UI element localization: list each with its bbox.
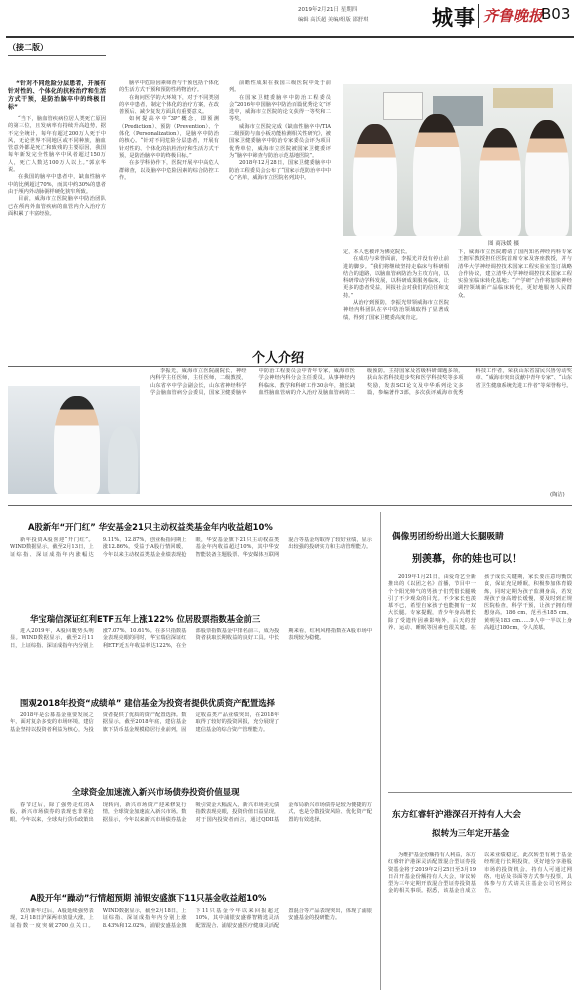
continued-rule	[8, 55, 106, 56]
profile-bottom-rule	[8, 505, 572, 506]
profile-rule	[8, 366, 572, 367]
finance-title-5: A股开年“躁动”行情超预期 浦银安盛旗下11只基金收益超10%	[30, 893, 267, 903]
doctor-figure	[353, 124, 397, 236]
lead-paragraph: 威海市立医院完成《缺血性脑卒中/TIA二级预防与血小板功能检测相关性研究》，被国家卫健委脑卒中防治专家委员会评为项目优秀单位，威海市立医院被国家卫健委评为“脑卒中筛查与防治示范基地医院”。	[229, 123, 331, 159]
news-paragraph: 2019年1月21日，由爱奇艺全新推出的《以团之名》首播，节目中一个个阳光帅气的男孩子们凭借长腿吸引了不少观众的目光。不少家长也羡慕不已，希望自家孩子也能拥有一双大长腿。专家提醒，青少年身高增长除了受遗传因素影响外，后天的营养、运动、睡眠等因素也很关键。在孩子成长关键期，家长要注意均衡饮食，保证充足睡眠，积极参加体育锻炼，同时定期为孩子监测身高，若发现孩子身高增长缓慢，要及时到正规医院检查，科学干预，让孩子拥有理想身高。186 cm、范丞丞185 cm、黄明昊183 cm……9人中一半以上身高超过180cm，令人羡慕。	[388, 574, 572, 632]
lead-subhead: “针对不同危险分层患者，开展有针对性的、个体化的抗栓治疗和生活方式干预，是防治脑卒中的终极目标”	[8, 80, 106, 111]
news-rule	[388, 792, 572, 793]
finance-text-3	[10, 712, 372, 772]
lead-paragraph: 在成功与荣誉面前，李振光并没有停止前进的脚步。“我们将继续坚持走临床与科研相结合的道路，以脑血管病防治为主攻方向，以科研带动学科发展，以科研成果服务临床，让更多的患者受益，回报社会对我们的信任和支持。”	[343, 256, 449, 299]
header-rule	[6, 36, 574, 38]
lead-col-4	[343, 249, 449, 342]
photo-caption: 图 商泳媛 摄	[488, 241, 519, 247]
finance-text-1	[10, 537, 372, 597]
profile-text	[150, 368, 572, 496]
finance-title-4: 全球资金加速流入新兴市场债券投资价值显现	[72, 787, 240, 797]
doctor-figure	[413, 114, 461, 236]
finance-text-2	[10, 628, 372, 683]
profile-byline: (陶洁)	[550, 492, 565, 498]
lead-col-5	[458, 249, 572, 342]
finance-title-1: A股新年“开门红” 华安基金21只主动权益类基金年内收益超10%	[28, 522, 273, 532]
lead-col-1	[8, 80, 106, 328]
lead-paragraph: 在我国的脑卒中患者中，缺血性脑卒中的比例超过70%，而其中约30%的患者由于颅内外动脉粥样硬化狭窄所致。	[8, 174, 106, 195]
lead-paragraph: 在询问医学的大环境下，对于不同类别的卒中患者，制定个体化的治疗方案，在改善预后、减少复发方面具有重要意义。	[119, 94, 219, 116]
portrait-figure	[54, 396, 100, 494]
lead-paragraph: 在多学科协作下，医院开展卒中高危人群筛查，以及脑卒中危险因素的综合防控工作。	[119, 160, 219, 181]
profile-photo	[8, 386, 140, 494]
news-paragraph: 为维护基金份额持有人利益，东方红睿轩沪港深灵活配置混合型证券投资基金将于2019年2月25日至3月19日召开基金份额持有人大会，审议转型为三年定期开放混合型证券投资基金的相关事项。据悉，该基金自成立以来业绩稳定，此次转型有利于基金经理进行长期投资，更好地分享港股市场的投资机会。持有人可通过网络、电话及书面等方式参与投票，具体参与方式请关注基金公司官网公告。	[388, 852, 572, 895]
finance-paragraph: 2018年是公募基金重要发展之年，面对复杂多变的市场环境，建信基金坚持以投资者利益为核心，为投资者提供了优质的资产配置选择。数据显示，截至2018年底，建信基金旗下货币基金规模稳居行业前列，固定收益类产品业绩突出，在2018年取得了较好的投资回报，充分展现了建信基金的综合资产管理能力。	[10, 712, 280, 733]
lead-paragraph: 脑卒中危险因素筛查与干预包括个体化的生活方式干预和预防性药物治疗。	[119, 80, 219, 94]
lead-paragraph: 目前，威海市立医院脑卒中防治团队已在颅内外血管疾病的血管内介入治疗方面积累了丰富经验。	[8, 196, 106, 217]
news-title-1b: 别羡慕，你的娃也可以！	[412, 554, 522, 565]
profile-paragraph: 李振光，威海市立医院副院长，神经内科学主任医师，主任医师，二级教授，山东省卒中学会副会长，山东省神经科学学会脑血管病分会委员，国家卫健委脑卒中防治工程委员会中青年专家，威海市医学会神经内科分会主任委员。从事神经内科临床、教学和科研工作30余年，擅长缺血性脑血管病的介入治疗及脑血管病的二级预防。主持国家及省级科研课题多项，获山东省科技进步奖和医学科技奖等多项奖励，发表SCI论文及中华系列论文多篇，参编著作3部，多次获评威海市优秀科技工作者，荣获山东省富民兴鲁劳动奖章、“威海市突出贡献中青年专家”、“山东省卫生健康系统先进工作者”等荣誉称号。	[150, 368, 572, 396]
doctor-figure	[525, 120, 569, 236]
lead-paragraph: 2018年12月28日，国家卫健委脑卒中防治工程委员会公布了“国家示范防治卒中中心”名单，威海市立医院名列其中。	[229, 160, 331, 181]
news-title-2a: 东方红睿轩沪港深召开持有人大会	[392, 810, 521, 820]
masthead	[0, 0, 580, 36]
finance-title-2: 华宝瑞信深证红利ETF五年上涨122% 位居股票指数基金前三	[30, 614, 261, 624]
finance-paragraph: 新年投资A股喜迎“开门红”。WIND数据显示，截至2月13日，上证综指、深证成指年内涨幅达9.11%、12.87%，创业板指同期上涨12.86%。受益于A股行情回暖，今年以来主动权益类基金业绩表现抢眼，华安基金旗下21只主动权益类基金年内收益超过10%，其中华安智能装备主题股票、华安媒体互联网混合等基金均取得了较好业绩，显示出较强的投研实力和主动管理能力。	[10, 537, 372, 558]
lead-paragraph: 在国家卫健委脑卒中防治工程委员会“2016年中国脑卒中防治百篇优秀论文”评选中，威海市立医院的论文获得一等奖和二等奖。	[229, 94, 331, 123]
section-name: 城事	[432, 6, 476, 30]
lead-col-3	[229, 80, 331, 328]
finance-paragraph: 进入2019年，A股回暖势头明显。WIND数据显示，截至2月11日，上证综指、深证成指年内分别上涨7.07%、10.61%。在多只指数基金表现亮眼的同时，华宝瑞信深证红利ETF近五年收益率达122%，在全部股票指数基金中排名前三，成为投资者获取长期收益的良好工具。中长期来看，红利风格指数在A股市场中表现较为稳健。	[10, 628, 372, 649]
finance-text-5	[10, 908, 372, 990]
lead-col-2	[119, 80, 219, 328]
news-text-1	[388, 574, 572, 784]
lead-paragraph: “当下，脑血管疾病位居人类死亡原因的第三位，且发病率有持续升高趋势，据不完全统计，每年有超过200万人死于中风，无论世界不同地区或不同种族，脑血管意外都是死亡和致残的主要原因，我国每年新发完全性脑卒中风者超过150万人，死亡人数达100万人以上。”郭京华说。	[8, 116, 106, 174]
lead-paragraph: 如何提高卒中“3P”概念，即预测（Prediction）、预防（Prevention）、个体化（Personalization），是脑卒中防治的核心。“针对不同危险分层患者，开展有针对性的、个体化的抗栓治疗和生活方式干预，是防治脑卒中的终极目标。”	[119, 116, 219, 159]
editors-line: 编辑 高沃超 美编/组版 邵舒琪	[298, 17, 369, 23]
doctor-figure	[479, 128, 521, 236]
finance-text-4	[10, 802, 372, 877]
lead-paragraph: 下，威海市立医院聘请了国内知名神经内科专家王拥军教授担任医院首席专家及客座教授，并与清华大学神经调控技术国家工程实验室签订战略合作协议，建立清华大学神经调控技术国家工程实验室临床转化基地；“产学研”合作将加快神经调控领域新产品临床转化，更好地服务人民群众。	[458, 249, 572, 299]
lead-photo	[343, 84, 572, 236]
date-line: 2019年2月21日 星期四	[298, 7, 358, 13]
finance-paragraph: 春节过后，除了强势走红的A股，新兴市场债券的表现也非常抢眼。今年以来，全球央行货币政策出现转向，新兴市场资产迎来修复行情，全球资金加速流入新兴市场。数据显示，今年以来新兴市场债券基金吸引资金大幅流入，新兴市场美元债指数表现亮眼，投资价值日益显现，对于国内投资者而言，通过QDII基金布局新兴市场债券是较为便捷的方式，也是分散投资风险、优化资产配置的有效选择。	[10, 802, 372, 823]
lead-paragraph: 前瞻性成果在我国三级医院中处于前列。	[229, 80, 331, 94]
lead-paragraph: 从治疗到预防，李振光带领威海市立医院神经内科团队在卒中防治领域取得了显著成绩，得到了国家卫健委高度肯定。	[343, 300, 449, 321]
profile-banner: 个人介绍	[252, 351, 305, 366]
header-divider	[478, 4, 479, 28]
column-divider	[380, 512, 381, 990]
paper-logo: 齐鲁晚报	[483, 7, 544, 25]
news-title-2b: 拟转为三年定开基金	[432, 829, 510, 839]
finance-paragraph: 农历新年过后，A股延续强势表现，2月18日沪深两市放量大涨，上证指数一度突破2700点关口。WIND数据显示，截至2月18日，上证综指、深证成指年内分别上涨8.43%和12.02%，浦银安盛基金旗下11只基金今年以来回报超过10%，其中浦银安盛睿智精选灵活配置混合、浦银安盛医疗健康灵活配置混合等产品表现突出，体现了浦银安盛基金的投研能力。	[10, 908, 372, 929]
news-title-1a: 偶像男团纷纷出道大长腿吸睛	[392, 532, 504, 542]
continued-label: （接二版）	[8, 43, 48, 52]
page-number: B03	[541, 5, 571, 23]
news-text-2	[388, 852, 572, 990]
finance-title-3: 围观2018年投资“成绩单” 建信基金为投资者提供优质资产配置选择	[20, 698, 275, 708]
lead-paragraph: 定，本人也被评为佛克院长。	[343, 249, 411, 255]
